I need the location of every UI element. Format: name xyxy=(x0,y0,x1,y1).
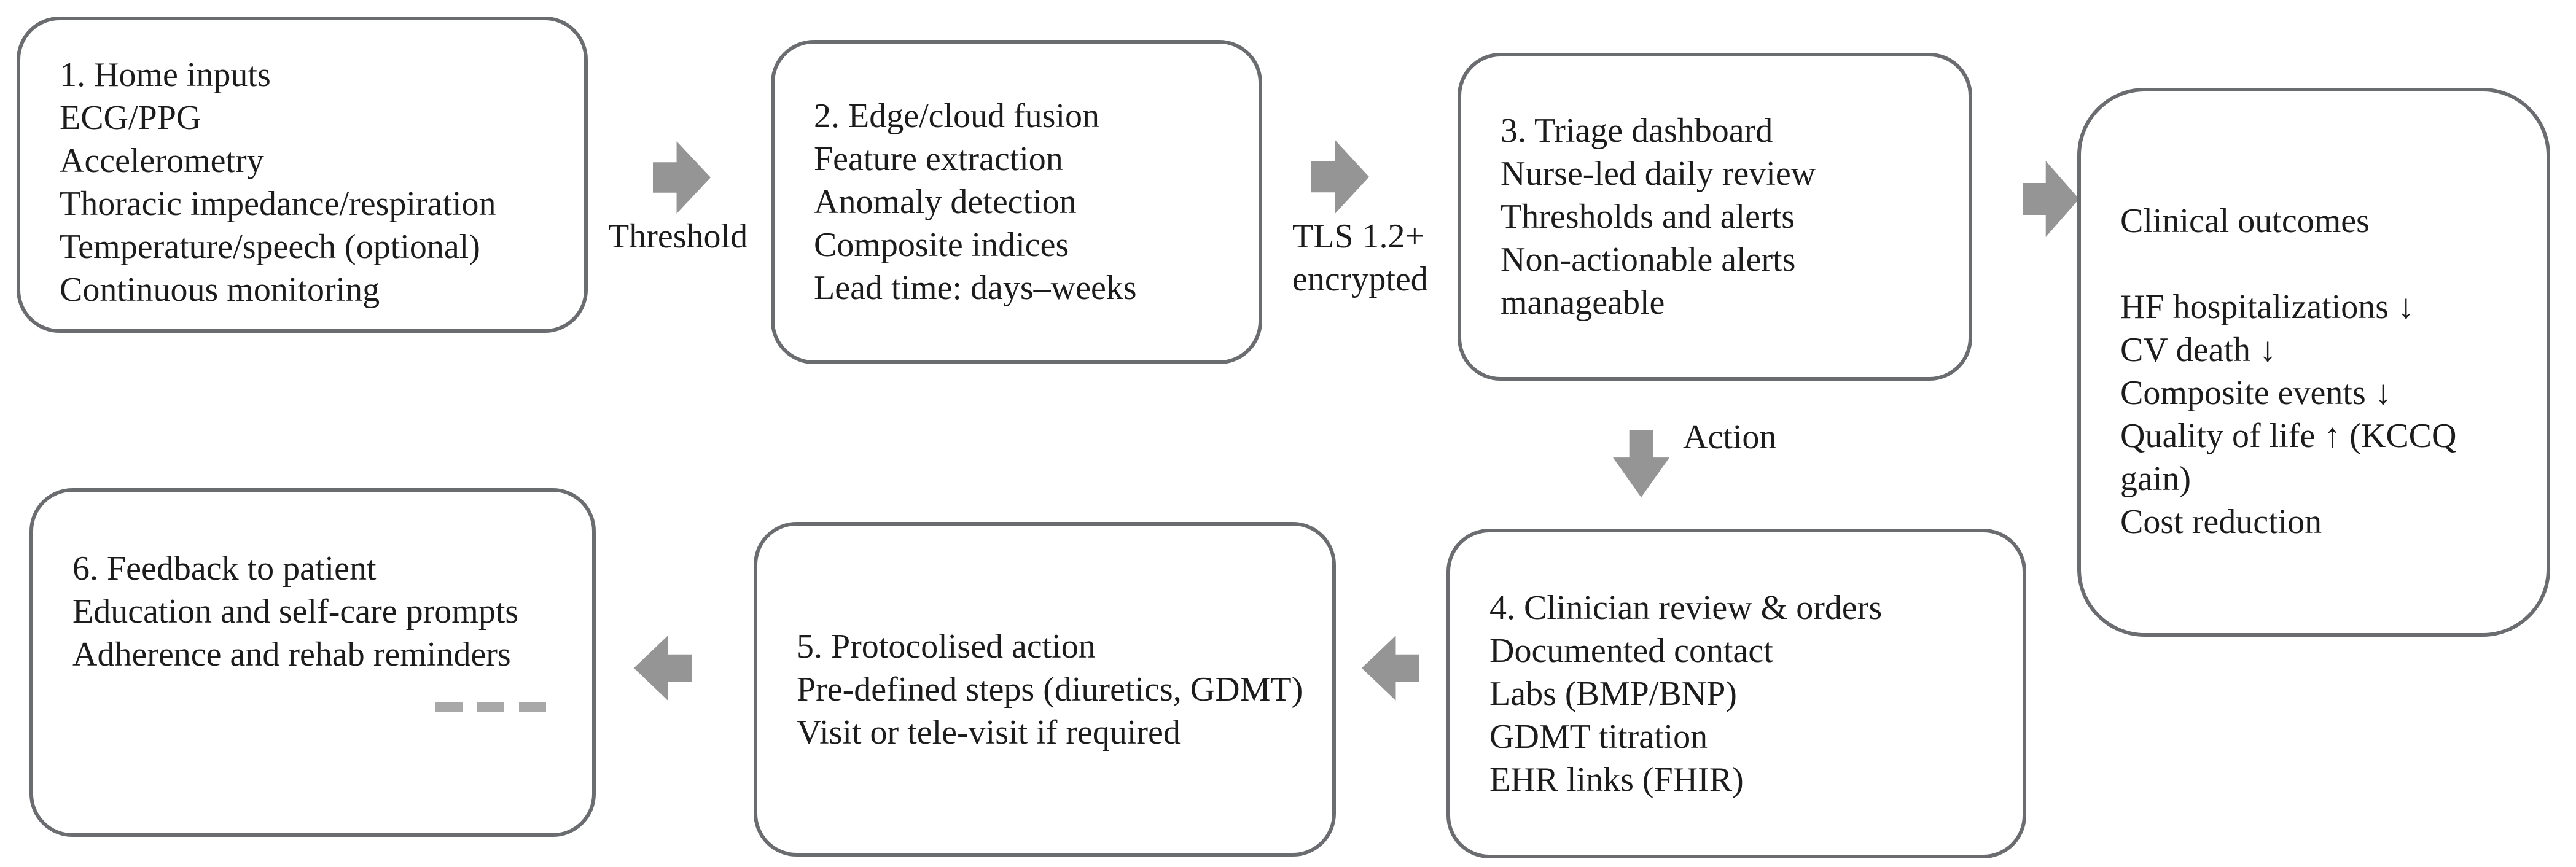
box-line: Lead time: days–weeks xyxy=(814,269,1137,307)
box-line: 4. Clinician review & orders xyxy=(1489,588,1883,627)
box-clinical-outcomes xyxy=(2077,88,2550,637)
box-clinician-review-orders xyxy=(1446,529,2026,858)
box-line: manageable xyxy=(1501,284,1665,322)
box-protocolised-action xyxy=(754,522,1336,857)
box-line: HF hospitalizations ↓ xyxy=(2120,288,2415,326)
threshold-label: Threshold xyxy=(608,217,748,255)
box-line: Clinical outcomes xyxy=(2120,202,2370,240)
box-line: 2. Edge/cloud fusion xyxy=(814,97,1100,135)
protocol-to-feedback-arrow-left-icon xyxy=(634,636,692,701)
tls-encrypted-label xyxy=(1292,215,1428,301)
box-line: Visit or tele-visit if required xyxy=(797,713,1181,752)
box-feedback-to-patient xyxy=(29,488,596,837)
review-to-protocol-arrow-left-icon xyxy=(1362,636,1419,701)
tls-arrow-right-icon xyxy=(1311,140,1369,214)
box-line: Feature extraction xyxy=(814,140,1063,178)
box-line: 5. Protocolised action xyxy=(797,627,1096,666)
box-line: Thoracic impedance/respiration xyxy=(60,185,496,223)
box-line: Composite indices xyxy=(814,226,1069,264)
box-line: Continuous monitoring xyxy=(60,271,380,309)
box-line: Documented contact xyxy=(1489,631,1773,670)
outcomes-arrow-right-icon xyxy=(2023,161,2079,237)
box-line: EHR links (FHIR) xyxy=(1489,760,1744,799)
action-arrow-down-icon xyxy=(1613,430,1669,497)
box-line: Education and self-care prompts xyxy=(72,593,519,631)
box-line: Quality of life ↑ (KCCQ xyxy=(2120,417,2457,455)
threshold-arrow-right-icon xyxy=(653,141,711,214)
box-line: Non-actionable alerts xyxy=(1501,241,1796,279)
action-label: Action xyxy=(1683,418,1777,456)
dash-segment xyxy=(519,702,546,712)
box-line: ECG/PPG xyxy=(60,99,201,137)
dashed-underline xyxy=(435,702,546,712)
box-line: 1. Home inputs xyxy=(60,56,271,94)
tls-label-line1: TLS 1.2+ xyxy=(1292,217,1425,255)
tls-label-line2: encrypted xyxy=(1292,260,1428,298)
box-line: Cost reduction xyxy=(2120,503,2322,541)
box-line: Composite events ↓ xyxy=(2120,374,2392,412)
dash-segment xyxy=(477,702,504,712)
box-line: CV death ↓ xyxy=(2120,331,2277,369)
box-line: gain) xyxy=(2120,460,2192,498)
box-line: GDMT titration xyxy=(1489,717,1708,756)
box-line: 6. Feedback to patient xyxy=(72,550,377,588)
box-line: Nurse-led daily review xyxy=(1501,155,1816,193)
box-triage-dashboard xyxy=(1458,53,1972,381)
box-line: Anomaly detection xyxy=(814,183,1077,221)
box-edge-cloud-fusion xyxy=(771,40,1262,364)
box-line: Adherence and rehab reminders xyxy=(72,636,511,674)
box-home-inputs xyxy=(17,17,588,333)
dash-segment xyxy=(435,702,463,712)
box-line: Accelerometry xyxy=(60,142,264,180)
box-line: Pre-defined steps (diuretics, GDMT) xyxy=(797,670,1303,709)
box-line: 3. Triage dashboard xyxy=(1501,112,1773,150)
box-line-blank xyxy=(2120,243,2522,286)
box-line: Thresholds and alerts xyxy=(1501,198,1795,236)
box-line: Temperature/speech (optional) xyxy=(60,228,480,266)
box-line: Labs (BMP/BNP) xyxy=(1489,674,1737,713)
